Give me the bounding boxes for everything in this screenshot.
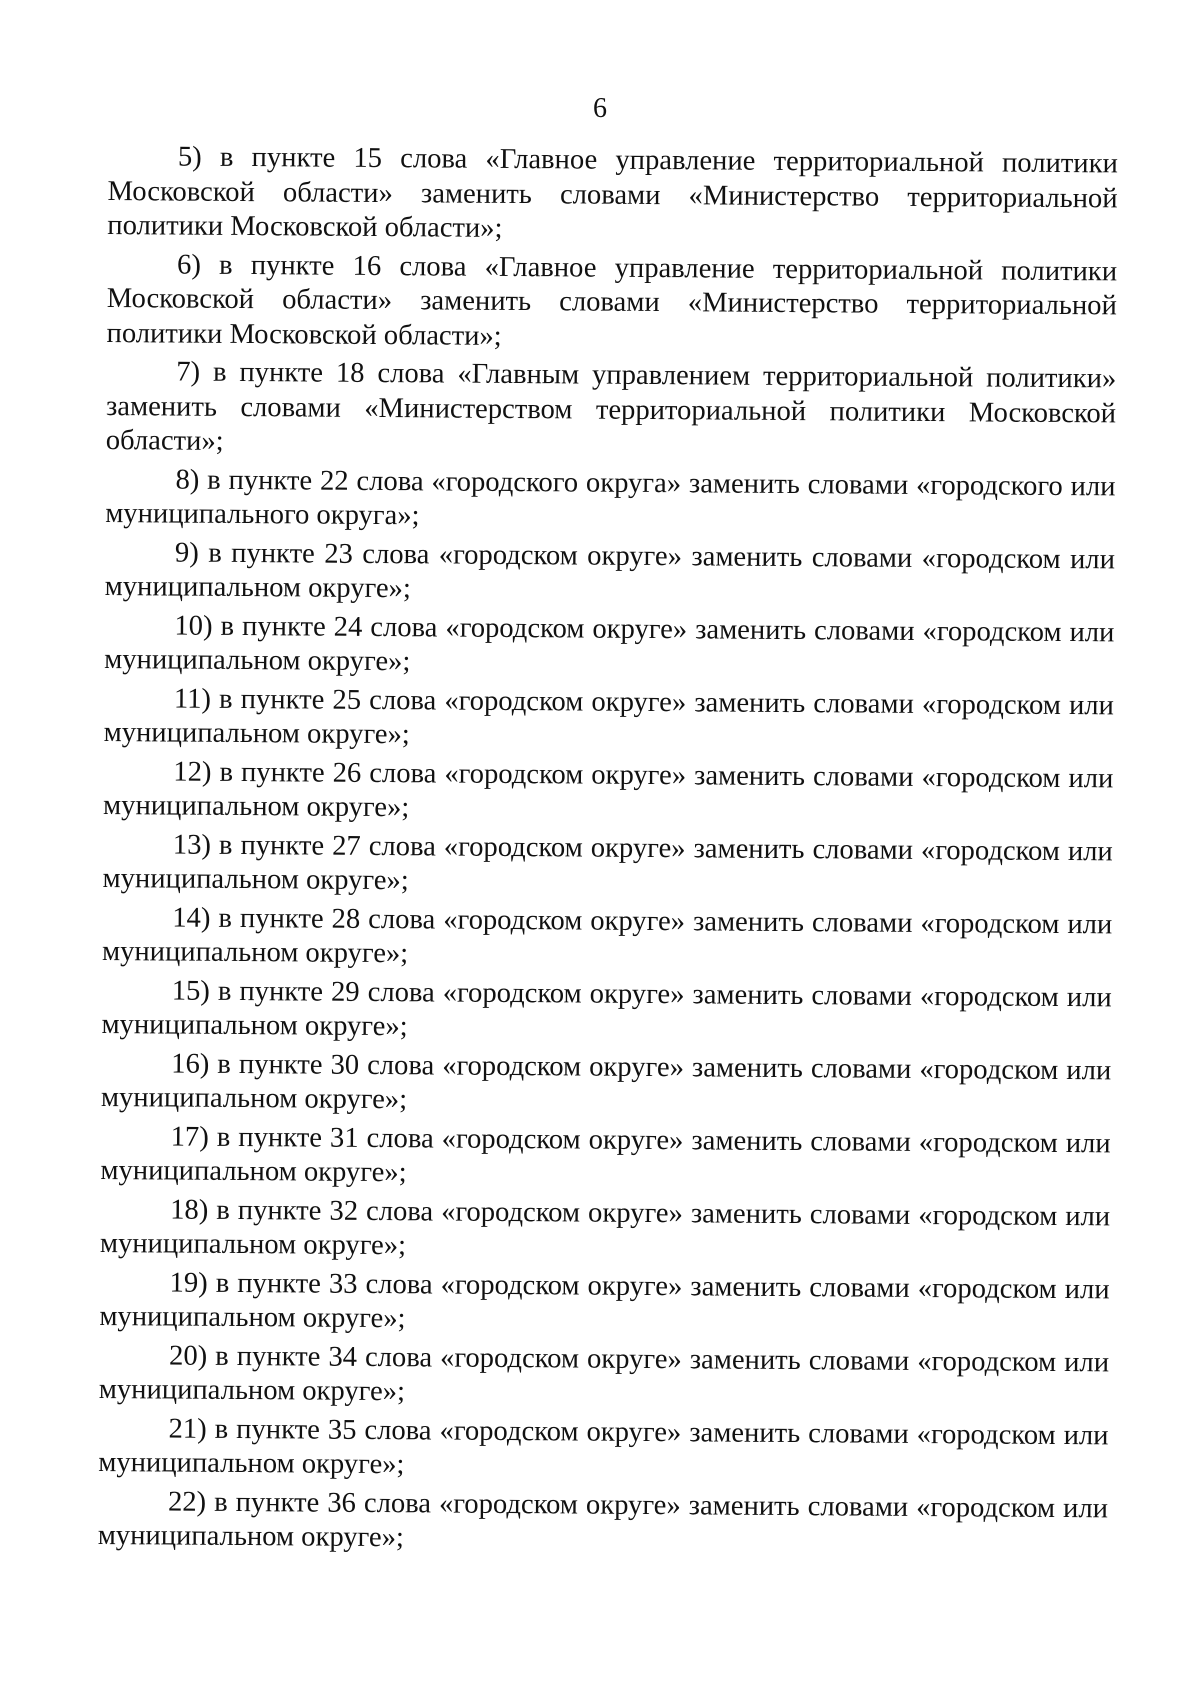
paragraph-item-21: 21) в пункте 35 слова «городском округе» заменить словами «городском или муниципальном округе»; xyxy=(98,1412,1109,1481)
paragraph-item-20: 20) в пункте 34 слова «городском округе» заменить словами «городском или муниципальном округе»; xyxy=(98,1339,1110,1408)
paragraph-item-18: 18) в пункте 32 слова «городском округе» заменить словами «городском или муниципальном округе»; xyxy=(99,1193,1111,1262)
paragraph-item-6: 6) в пункте 16 слова «Главное управление территориальной политики Московской области» заменить словами «Министерство территориальной политики Московской области»; xyxy=(106,249,1118,352)
paragraph-item-9: 9) в пункте 23 слова «городском округе» заменить словами «городском или муниципальном округе»; xyxy=(104,537,1116,605)
document-body xyxy=(98,140,1118,1565)
paragraph-item-14: 14) в пункте 28 слова «городском округе» заменить словами «городском или муниципальном округе»; xyxy=(101,901,1113,970)
paragraph-item-22: 22) в пункте 36 слова «городском округе» заменить словами «городском или муниципальном округе»; xyxy=(97,1485,1109,1554)
paragraph-item-16: 16) в пункте 30 слова «городском округе» заменить словами «городском или муниципальном округе»; xyxy=(100,1047,1112,1116)
paragraph-item-15: 15) в пункте 29 слова «городском округе» заменить словами «городском или муниципальном округе»; xyxy=(101,974,1112,1043)
paragraph-item-10: 10) в пункте 24 слова «городском округе» заменить словами «городском или муниципальном округе»; xyxy=(104,610,1115,678)
paragraph-item-11: 11) в пункте 25 слова «городском округе» заменить словами «городском или муниципальном округе»; xyxy=(103,682,1114,751)
paragraph-item-12: 12) в пункте 26 слова «городском округе» заменить словами «городском или муниципальном округе»; xyxy=(103,755,1114,824)
paragraph-item-5: 5) в пункте 15 слова «Главное управление территориальной политики Московской области» заменить словами «Министерство территориальной политики Московской области»; xyxy=(107,141,1118,244)
paragraph-item-8: 8) в пункте 22 слова «городского округа» заменить словами «городского или муниципального округа»; xyxy=(105,464,1116,532)
paragraph-item-19: 19) в пункте 33 слова «городском округе» заменить словами «городском или муниципальном округе»; xyxy=(99,1266,1110,1335)
paragraph-item-17: 17) в пункте 31 слова «городском округе» заменить словами «городском или муниципальном округе»; xyxy=(100,1120,1111,1189)
page-number: 6 xyxy=(593,93,607,124)
paragraph-item-7: 7) в пункте 18 слова «Главным управлением территориальной политики» заменить словами «Министерством территориальной политики Московской области»; xyxy=(105,356,1117,457)
paragraph-item-13: 13) в пункте 27 слова «городском округе» заменить словами «городском или муниципальном округе»; xyxy=(102,828,1113,897)
